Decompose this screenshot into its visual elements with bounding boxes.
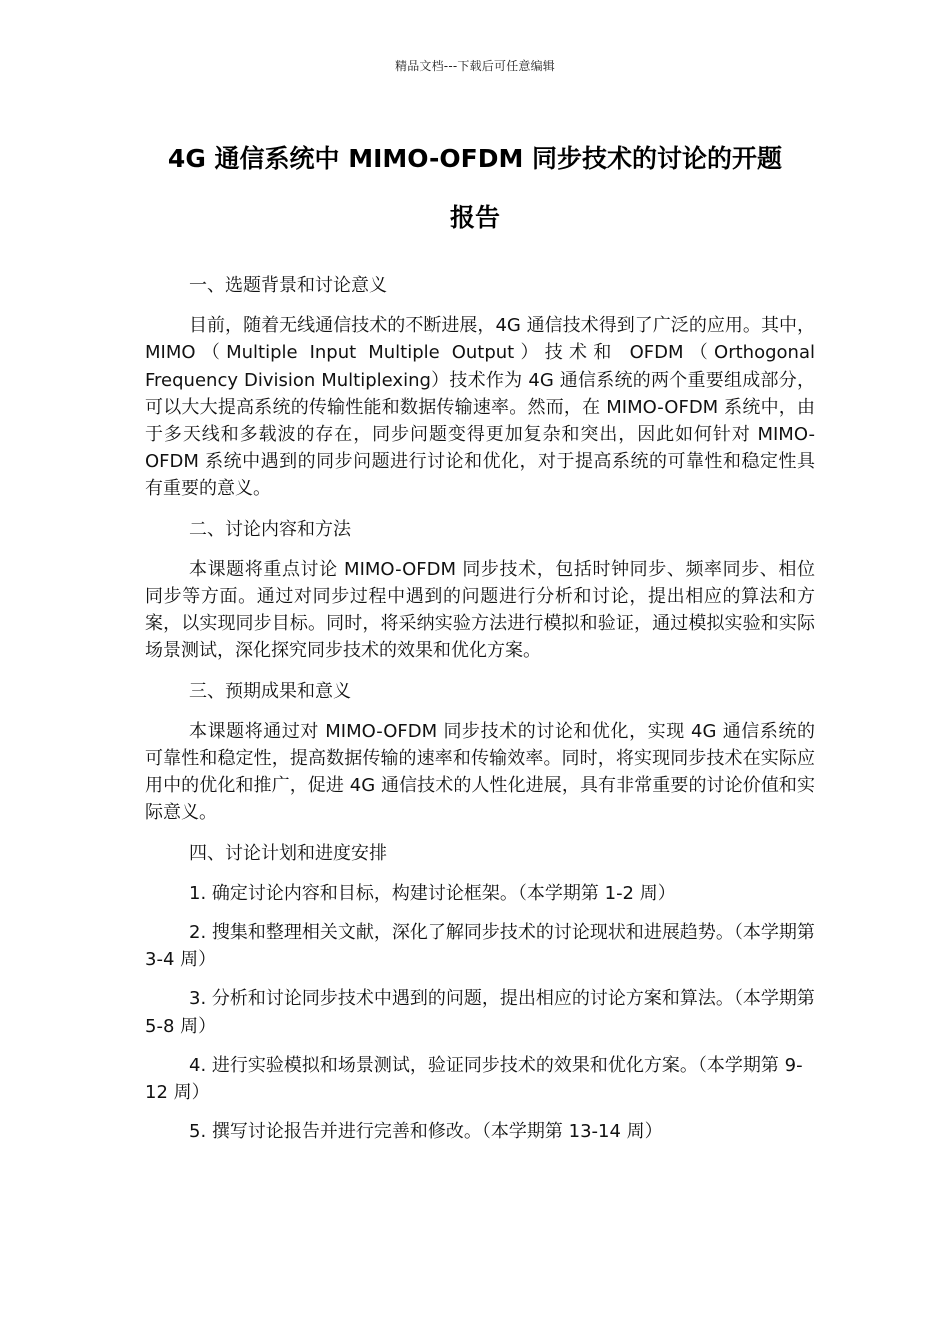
section-paragraph-content-methods: 本课题将重点讨论 MIMO-OFDM 同步技术，包括时钟同步、频率同步、相位同步等方面。通过对同步过程中遇到的问题进行分析和讨论，提出相应的算法和方案，以实现同步目标。同时，将采纳实验方法进行模拟和验证，通过模拟实验和实际场景测试，深化探究同步技术的效果和优化方案。: [145, 558, 815, 662]
schedule-item: 4. 进行实验模拟和场景测试，验证同步技术的效果和优化方案。（本学期第 9-12 周）: [145, 1054, 803, 1104]
schedule-item: 2. 搜集和整理相关文献，深化了解同步技术的讨论现状和进展趋势。（本学期第 3-4 周）: [145, 922, 815, 971]
section-heading-background: 一、选题背景和讨论意义: [189, 275, 387, 296]
schedule-item: 1. 确定讨论内容和目标，构建讨论框架。（本学期第 1-2 周）: [189, 882, 676, 904]
schedule-item: 5. 撰写讨论报告并进行完善和修改。（本学期第 13-14 周）: [189, 1121, 663, 1143]
header-note: 精品文档---下载后可任意编辑: [395, 59, 555, 73]
document-body: [145, 272, 815, 1157]
schedule-item: 3. 分析和讨论同步技术中遇到的问题，提出相应的讨论方案和算法。（本学期第 5-8 周）: [145, 988, 815, 1037]
section-heading-schedule: 四、讨论计划和进度安排: [189, 842, 387, 864]
section-heading-content-methods: 二、讨论内容和方法: [189, 518, 351, 540]
page-title-continued: 报告: [449, 203, 500, 232]
section-paragraph-expected-results: 本课题将通过对 MIMO-OFDM 同步技术的讨论和优化，实现 4G 通信系统的可靠性和稳定性，提高数据传输的速率和传输效率。同时，将实现同步技术在实际应用中的优化和推广，促进 4G 通信技术的人性化进展，具有非常重要的讨论价值和实际意义。: [145, 720, 815, 824]
section-heading-expected-results: 三、预期成果和意义: [189, 680, 351, 702]
page-title: 4G 通信系统中 MIMO-OFDM 同步技术的讨论的开题: [167, 144, 783, 173]
section-paragraph-background: 目前，随着无线通信技术的不断进展，4G 通信技术得到了广泛的应用。其中，MIMO（Multiple Input Multiple Output）技术和 OFDM（Orthogonal Frequency Division Multiplexing）技术作为 4G 通信系统的两个重要组成部分，可以大大提高系统的传输性能和数据传输速率。然而，在 MIMO-OFDM 系统中，由于多天线和多载波的存在，同步问题变得更加复杂和突出，因此如何针对 MIMO-OFDM 系统中遇到的同步问题进行讨论和优化，对于提高系统的可靠性和稳定性具有重要的意义。: [145, 315, 815, 500]
